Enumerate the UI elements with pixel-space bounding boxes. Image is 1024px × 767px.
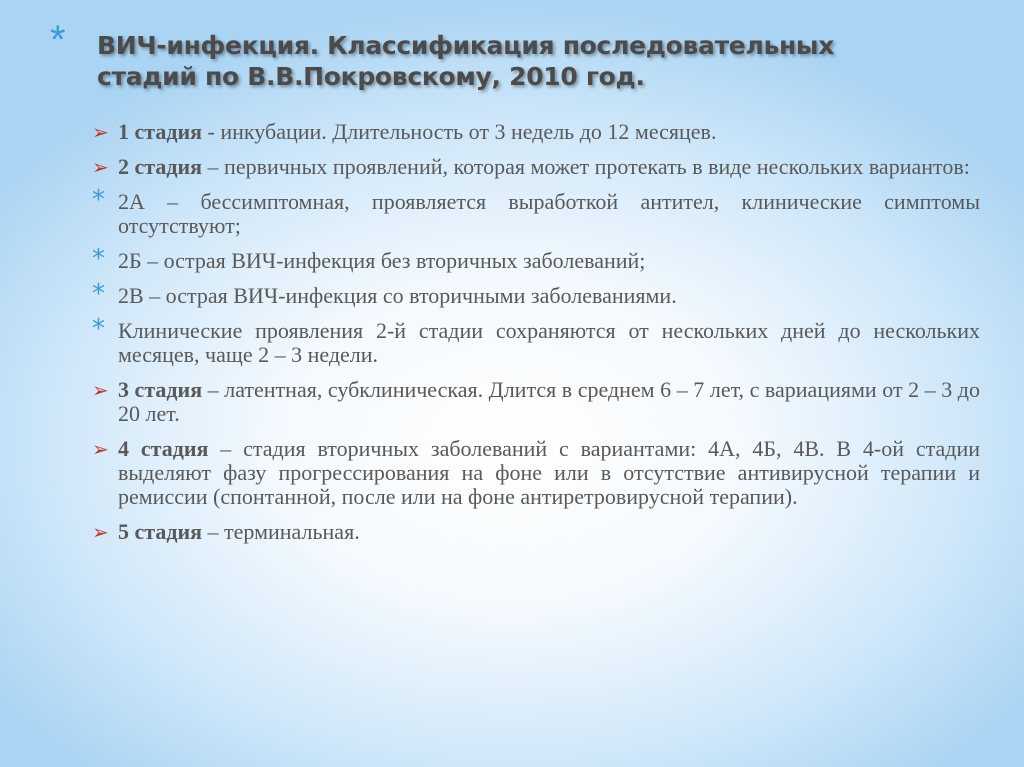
slide-title-line-2: стадий по В.В.Покровскому, 2010 год. — [97, 62, 645, 91]
arrow-bullet-icon: ➢ — [92, 378, 109, 402]
list-item — [92, 185, 980, 238]
item-label: 5 стадия — [118, 519, 203, 544]
item-text: – терминальная. — [202, 519, 360, 544]
list-item — [92, 437, 980, 509]
item-label: 1 стадия — [118, 119, 203, 144]
item-text: – стадия вторичных заболеваний с вариантами: 4А, 4Б, 4В. В 4-ой стадии выделяют фазу прогрессирования на фоне или в отсутствие антивирусной терапии и ремиссии (спонтанной, после или на фоне антиретровирусной терапии). — [118, 436, 980, 509]
item-text: – латентная, субклиническая. Длится в среднем 6 – 7 лет, с вариациями от 2 – 3 до 20 лет. — [118, 377, 980, 426]
arrow-bullet-icon: ➢ — [92, 437, 109, 461]
item-label: 3 стадия — [118, 377, 203, 402]
item-text: 2В – острая ВИЧ-инфекция со вторичными заболеваниями. — [118, 283, 677, 308]
arrow-bullet-icon: ➢ — [92, 155, 109, 179]
item-text: 2А – бессимптомная, проявляется выработкой антител, клинические симптомы отсутствуют; — [118, 189, 980, 238]
asterisk-bullet-icon: * — [92, 185, 105, 215]
slide-title-line-1: ВИЧ-инфекция. Классификация последовательных — [97, 31, 835, 60]
asterisk-bullet-icon: * — [92, 244, 105, 274]
list-item — [92, 155, 980, 179]
slide-title — [97, 30, 897, 92]
bullet-list — [92, 120, 980, 555]
list-item — [92, 520, 980, 544]
item-text: 2Б – острая ВИЧ-инфекция без вторичных заболеваний; — [118, 248, 646, 273]
title-asterisk-icon: * — [50, 18, 66, 62]
asterisk-bullet-icon: * — [92, 314, 105, 344]
list-item — [92, 314, 980, 367]
list-item — [92, 244, 980, 274]
item-text: - инкубации. Длительность от 3 недель до 12 месяцев. — [202, 119, 717, 144]
asterisk-bullet-icon: * — [92, 279, 105, 309]
list-item — [92, 279, 980, 309]
item-text: – первичных проявлений, которая может протекать в виде нескольких вариантов: — [202, 154, 970, 179]
arrow-bullet-icon: ➢ — [92, 120, 109, 144]
list-item — [92, 378, 980, 426]
list-item — [92, 120, 980, 144]
arrow-bullet-icon: ➢ — [92, 520, 109, 544]
item-label: 4 стадия — [118, 436, 209, 461]
item-label: 2 стадия — [118, 154, 203, 179]
item-text: Клинические проявления 2-й стадии сохраняются от нескольких дней до нескольких месяцев, чаще 2 – 3 недели. — [118, 318, 980, 367]
